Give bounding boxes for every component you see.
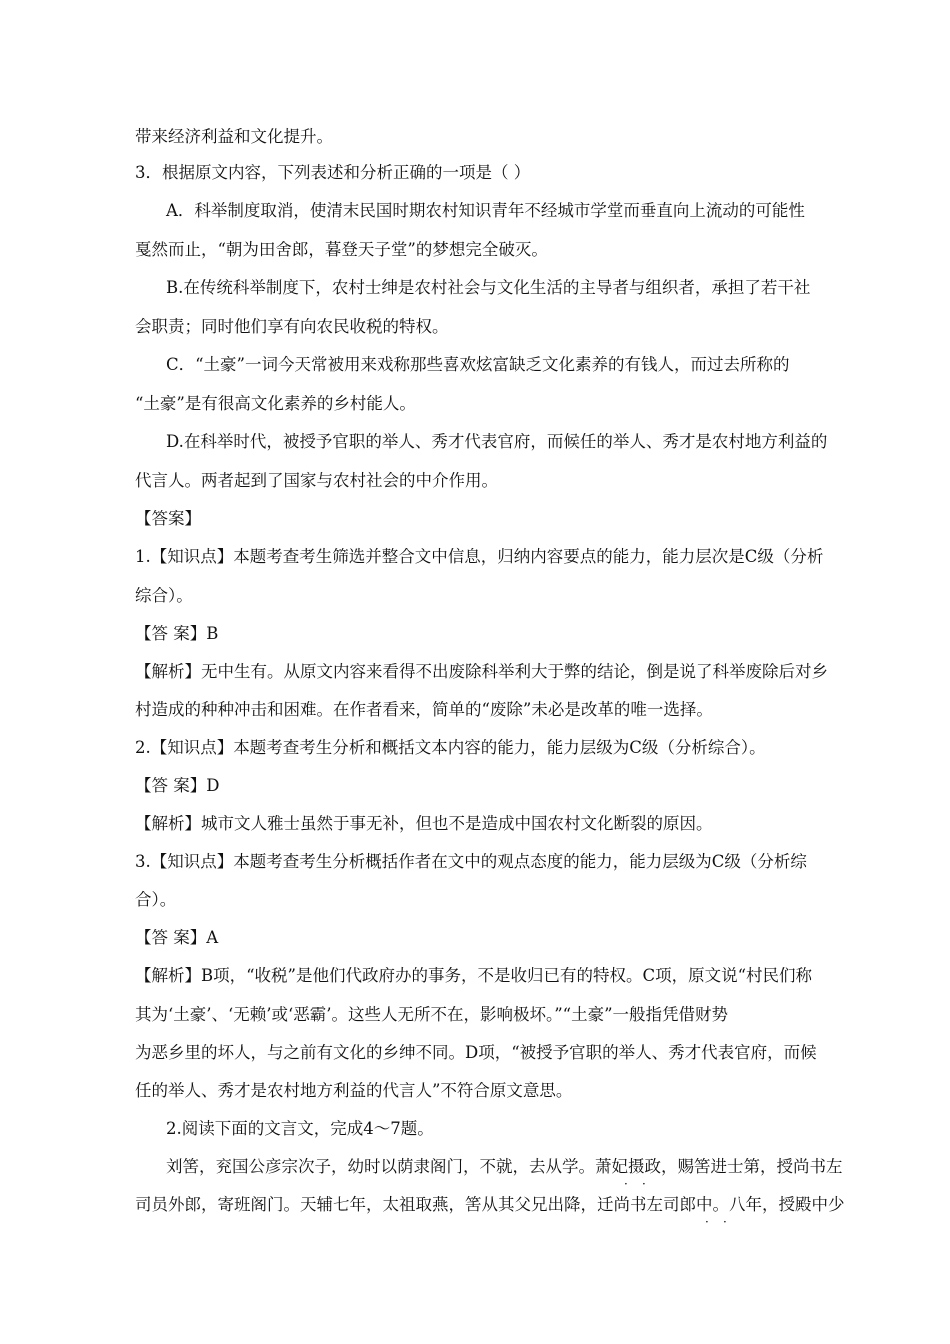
classical-text-line-1: 刘筈，兖国公彦宗次子，幼时以荫隶阁门，不就，去从学。萧妃摄政，赐筈进士第，授尚书左 [166, 1157, 843, 1176]
q2-knowledge: 2.【知识点】本题考查考生分析和概括文本内容的能力，能力层级为C级（分析综合）。 [135, 738, 766, 757]
q1-knowledge-line-1: 1.【知识点】本题考查考生筛选并整合文中信息，归纳内容要点的能力，能力层次是C级（分析 [135, 547, 824, 566]
emphasis-dot-mark: · [723, 1215, 727, 1229]
classical-reading-heading: 2.阅读下面的文言文，完成4～7题。 [166, 1119, 434, 1138]
q3-knowledge-line-1: 3.【知识点】本题考查考生分析概括作者在文中的观点态度的能力，能力层级为C级（分析综 [135, 852, 807, 871]
question-3-stem: 3．根据原文内容，下列表述和分析正确的一项是（ ） [135, 163, 531, 182]
q1-knowledge-line-2: 综合）。 [135, 586, 193, 605]
option-d-line-2: 代言人。两者起到了国家与农村社会的中介作用。 [135, 471, 498, 490]
option-d-line-1: D.在科举时代，被授予官职的举人、秀才代表官府，而候任的举人、秀才是农村地方利益的 [166, 432, 828, 451]
emphasis-dot-mark: · [624, 1177, 628, 1191]
emphasis-dot-mark: · [642, 1177, 646, 1191]
q1-analysis-line-1: 【解析】无中生有。从原文内容来看得不出废除科举利大于弊的结论，倒是说了科举废除后对乡 [135, 662, 828, 681]
q3-knowledge-line-2: 合）。 [135, 890, 177, 909]
option-b-line-1: B.在传统科举制度下，农村士绅是农村社会与文化生活的主导者与组织者，承担了若干社 [166, 278, 811, 297]
q3-analysis-line-3: 为恶乡里的坏人，与之前有文化的乡绅不同。D项，“被授予官职的举人、秀才代表官府，而候 [135, 1043, 817, 1062]
option-a-line-1: A．科举制度取消，使清末民国时期农村知识青年不经城市学堂而垂直向上流动的可能性 [166, 201, 805, 220]
classical-text-line-2: 司员外郎，寄班阁门。天辅七年，太祖取燕，筈从其父兄出降，迁尚书左司郎中。八年，授殿中少 [135, 1195, 845, 1214]
option-c-line-2: “土豪”是有很高文化素养的乡村能人。 [135, 394, 416, 413]
q3-answer: 【答 案】A [135, 928, 219, 947]
emphasis-dot-mark: · [705, 1215, 709, 1229]
q3-analysis-line-2: 其为‘土豪’、‘无赖’或‘恶霸’。这些人无所不在，影响极坏。”“土豪”一般指凭借财势 [135, 1005, 729, 1024]
q2-answer: 【答 案】D [135, 776, 220, 795]
q3-analysis-line-4: 任的举人、秀才是农村地方利益的代言人”不符合原文意思。 [135, 1081, 573, 1100]
q1-answer: 【答 案】B [135, 624, 219, 643]
answer-heading: 【答案】 [135, 509, 201, 528]
option-a-line-2: 戛然而止，“朝为田舍郎，暮登天子堂”的梦想完全破灭。 [135, 240, 548, 259]
q3-analysis-line-1: 【解析】B项，“收税”是他们代政府办的事务，不是收归已有的特权。C项，原文说“村民们称 [135, 966, 813, 985]
q2-analysis: 【解析】城市文人雅士虽然于事无补，但也不是造成中国农村文化断裂的原因。 [135, 814, 713, 833]
option-b-line-2: 会职责；同时他们享有向农民收税的特权。 [135, 317, 449, 336]
text-line: 带来经济利益和文化提升。 [135, 127, 333, 146]
q1-analysis-line-2: 村造成的种种冲击和困难。在作者看来，简单的“废除”未必是改革的唯一选择。 [135, 700, 713, 719]
option-c-line-1: C．“土豪”一词今天常被用来戏称那些喜欢炫富缺乏文化素养的有钱人，而过去所称的 [166, 355, 790, 374]
